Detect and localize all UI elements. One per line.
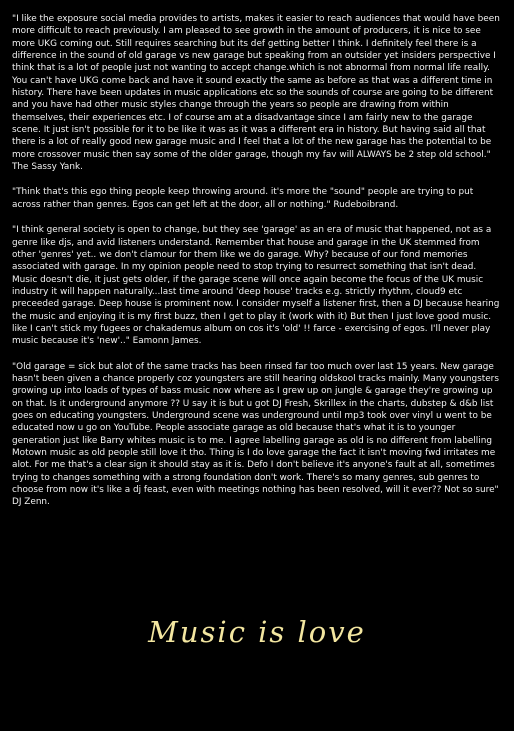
quote-sassy-yank: "I like the exposure social media provides to artists, makes it easier to reach audiences that would have been more difficult to reach previously. I am pleased to see growth in the amount of producers, it is nice to see more UKG coming out. Still requires searching but its def getting better I think. I definitely feel there is a difference in the sound of old garage vs new garage but speaking from an outsider yet insiders perspective I think that is a lot of people just not wanting to accept change.which is not abnormal from normal life really. You can't have UKG come back and have it sound exactly the same as before as that was a different time in history. There have been updates in music applications etc so the sounds of course are going to be different and you have had other music styles change through the years so people are drawing from within themselves, their experiences etc. I of course am at a disadvantage since I am fairly new to the garage scene. It just isn't possible for it to be like it was as it was a different era in history. But having said all that there is a lot of really good new garage music and I feel that a lot of the new garage has the potential to be more crossover music then say some of the older garage, though my fav will ALWAYS be 2 step old school." The Sassy Yank. — [12, 14, 500, 173]
quote-dj-zenn: "Old garage = sick but alot of the same tracks has been rinsed far too much over last 15 years. New garage hasn't been given a chance properly coz youngsters are still hearing oldskool tracks mainly. Many youngsters growing up into loads of types of bass music now where as I grew up on jungle & garage they're growing up on that. Is it underground anymore ?? U say it is but u got DJ Fresh, Skrillex in the charts, dubstep & d&b list goes on educating youngsters. Underground scene was underground until mp3 took over vinyl u went to be educated now u go on YouTube. People associate garage as old because that's what it is to younger generation just like Barry whites music is to me. I agree labelling garage as old is no different from labelling Motown music as old people still love it tho. Thing is I do love garage the fact it isn't moving fwd irritates me alot. For me that's a clear sign it should stay as it is. Defo I don't believe it's anyone's fault at all, sometimes trying to changes something with a strong foundation don't work. There's so many genres, sub genres to choose from now it's like a dj feast, even with meetings nothing has been resolved, will it ever?? Not so sure" DJ Zenn. — [12, 361, 499, 508]
music-is-love-signature: Music is love — [148, 615, 366, 649]
quote-eamonn-james: "I think general society is open to change, but they see 'garage' as an era of music that happened, not as a genre like djs, and avid listeners understand. Remember that house and garage in the UK stemmed from other 'genres' yet.. we don't clamour for them like we do garage. Why? because of our fond memories associated with garage. In my opinion people need to stop trying to resurrect something that isn't dead. Music doesn't die, it just gets older, if the garage scene will once again become the focus of the UK music industry it will happen naturally...last time around 'deep house' tracks e.g. strictly rhythm, cloud9 etc preceeded garage. Deep house is prominent now. I consider myself a listener first, then a DJ because hearing the music and enjoying it is my first buzz, then I get to play it (work with it) But then I just love good music. like I can't stick my fugees or chakademus album on cos it's 'old' !! farce - exercising of egos. I'll never play music because it's 'new'.." Eamonn James. — [12, 225, 500, 347]
quote-rudeboibrand: "Think that's this ego thing people keep throwing around. it's more the "sound" people are trying to put across rather than genres. Egos can get left at the door, all or nothing." Rudeboibrand. — [12, 187, 474, 210]
